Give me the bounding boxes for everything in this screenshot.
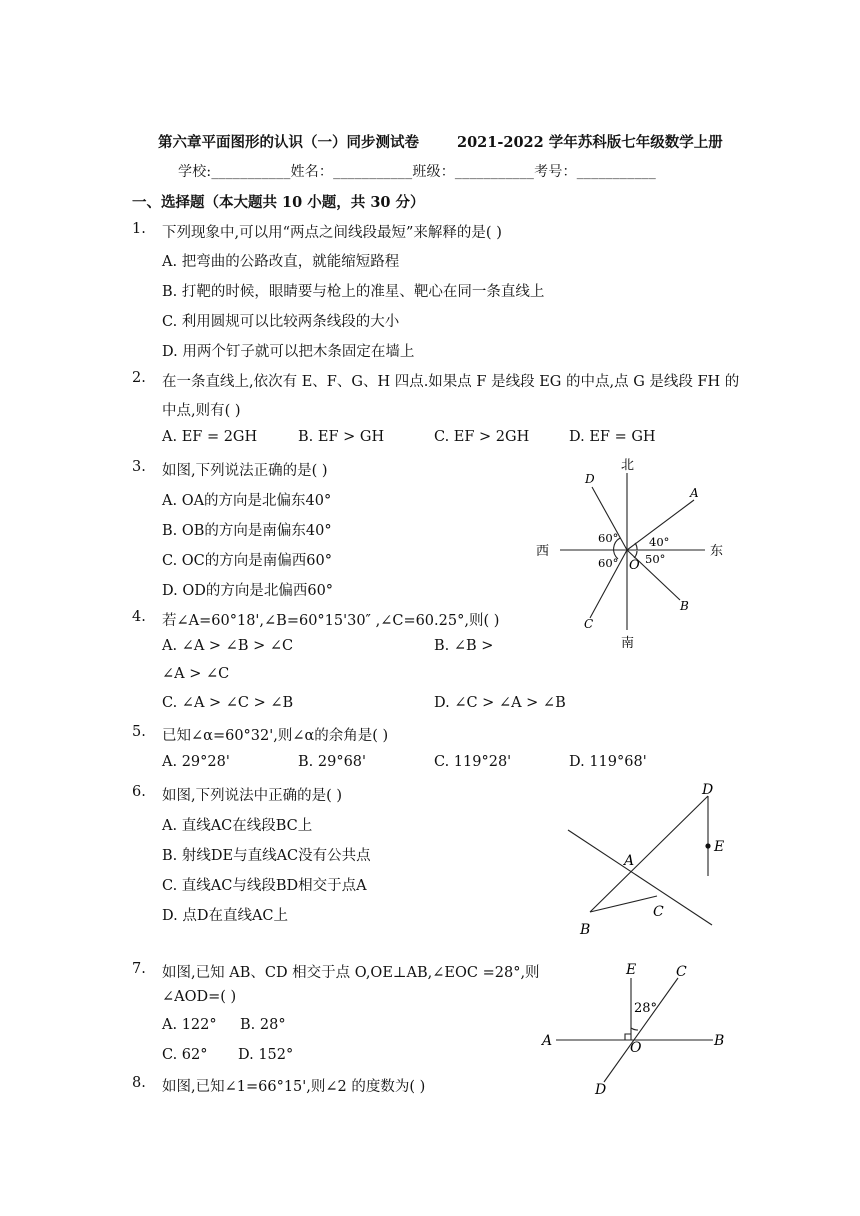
label-b: B <box>680 599 689 613</box>
q6-option-c: C. 直线AC与线段BD相交于点A <box>162 878 367 894</box>
label-o: O <box>629 558 640 573</box>
angle-label-top-left: 60° <box>598 531 619 545</box>
q5-stem: 已知∠α=60°32',则∠α的余角是( ) <box>162 728 389 744</box>
label-a: A <box>624 853 635 869</box>
q3-number: 3. <box>132 459 146 475</box>
angle-label-a: 40° <box>649 535 670 549</box>
title-right: 2021-2022 学年苏科版七年级数学上册 <box>457 134 723 151</box>
q7-perpendicular-figure <box>538 960 738 1100</box>
q5-option-d: D. 119°68' <box>569 754 647 770</box>
label-west: 西 <box>536 544 550 559</box>
label-d: D <box>585 472 595 486</box>
label-north: 北 <box>621 458 635 473</box>
q2-stem-line2: 中点,则有( ) <box>162 403 241 419</box>
q3-option-a: A. OA的方向是北偏东40° <box>162 493 332 509</box>
q8-stem: 如图,已知∠1=66°15',则∠2 的度数为( ) <box>162 1079 426 1095</box>
q7-stem-line1: 如图,已知 AB、CD 相交于点 O,OE⊥AB,∠EOC =28°,则 <box>162 965 540 981</box>
label-e: E <box>626 962 637 978</box>
q1-option-c: C. 利用圆规可以比较两条线段的大小 <box>162 314 400 330</box>
q3-stem: 如图,下列说法正确的是( ) <box>162 463 328 479</box>
q2-number: 2. <box>132 370 146 386</box>
q6-stem: 如图,下列说法中正确的是( ) <box>162 788 343 804</box>
angle-arc-eoc <box>631 1028 638 1030</box>
q7-option-b: B. 28° <box>240 1017 286 1033</box>
section-heading: 一、选择题（本大题共 10 小题，共 30 分） <box>132 194 425 211</box>
q2-option-a: A. EF = 2GH <box>162 429 258 445</box>
angle-label-b: 50° <box>645 552 666 566</box>
label-a: A <box>690 486 699 500</box>
q6-option-b: B. 射线DE与直线AC没有公共点 <box>162 848 371 864</box>
label-b: B <box>714 1033 725 1049</box>
q7-option-c: C. 62° <box>162 1047 208 1063</box>
q7-option-d: D. 152° <box>238 1047 294 1063</box>
label-a: A <box>542 1033 553 1049</box>
angle-label-28: 28° <box>634 1001 658 1016</box>
q3-option-b: B. OB的方向是南偏东40° <box>162 523 332 539</box>
label-b: B <box>580 922 591 938</box>
title-left: 第六章平面图形的认识（一）同步测试卷 <box>158 134 419 151</box>
q1-stem: 下列现象中,可以用“两点之间线段最短”来解释的是( ) <box>162 225 502 241</box>
q7-number: 7. <box>132 961 146 977</box>
student-info-line: 学校:___________姓名：___________班级：___________考号：___________ <box>178 164 656 180</box>
q3-option-d: D. OD的方向是北偏西60° <box>162 583 334 599</box>
label-o: O <box>630 1040 642 1056</box>
q1-option-d: D. 用两个钉子就可以把木条固定在墙上 <box>162 344 415 360</box>
q2-option-d: D. EF = GH <box>569 429 656 445</box>
page-title <box>158 131 723 152</box>
point-e <box>705 843 710 848</box>
label-south: 南 <box>621 636 635 651</box>
q6-number: 6. <box>132 784 146 800</box>
label-c: C <box>584 617 594 631</box>
q6-option-a: A. 直线AC在线段BC上 <box>162 818 313 834</box>
label-east: 东 <box>710 544 724 559</box>
q2-stem-line1: 在一条直线上,依次有 E、F、G、H 四点.如果点 F 是线段 EG 的中点,点 G 是线段 FH 的 <box>162 374 740 390</box>
label-d: D <box>702 782 714 798</box>
q7-option-a: A. 122° <box>162 1017 217 1033</box>
label-d: D <box>595 1082 607 1098</box>
q4-option-a: A. ∠A > ∠B > ∠C <box>162 638 294 654</box>
angle-arc-b <box>634 551 637 558</box>
q3-compass-figure <box>530 455 740 655</box>
q3-option-c: C. OC的方向是南偏西60° <box>162 553 332 569</box>
segment-bd <box>590 796 708 912</box>
line-ac <box>568 830 712 925</box>
q5-option-b: B. 29°68' <box>298 754 367 770</box>
q5-option-a: A. 29°28' <box>162 754 230 770</box>
q4-stem: 若∠A=60°18',∠B=60°15'30″ ,∠C=60.25°,则( ) <box>162 613 500 629</box>
q8-number: 8. <box>132 1075 146 1091</box>
q4-option-d: D. ∠C > ∠A > ∠B <box>434 695 566 711</box>
q6-line-figure <box>560 780 750 940</box>
q5-number: 5. <box>132 724 146 740</box>
q1-option-a: A. 把弯曲的公路改直，就能缩短路程 <box>162 254 400 270</box>
q4-number: 4. <box>132 609 146 625</box>
q4-option-b-line2: ∠A > ∠C <box>162 666 230 682</box>
label-c: C <box>676 964 687 980</box>
label-e: E <box>714 839 725 855</box>
q5-option-c: C. 119°28' <box>434 754 512 770</box>
label-c: C <box>653 904 664 920</box>
q1-option-b: B. 打靶的时候，眼睛要与枪上的准星、靶心在同一条直线上 <box>162 284 545 300</box>
line-cd <box>604 978 678 1082</box>
q2-option-b: B. EF > GH <box>298 429 385 445</box>
q7-stem-line2: ∠AOD=( ) <box>162 989 237 1005</box>
q4-option-c: C. ∠A > ∠C > ∠B <box>162 695 294 711</box>
angle-arc-a <box>635 543 637 550</box>
q1-number: 1. <box>132 221 146 237</box>
segment-bc <box>590 896 657 912</box>
q6-option-d: D. 点D在直线AC上 <box>162 908 289 924</box>
q4-option-b-line1: B. ∠B > <box>434 638 494 654</box>
angle-label-bottom-left: 60° <box>598 556 619 570</box>
q2-option-c: C. EF > 2GH <box>434 429 530 445</box>
